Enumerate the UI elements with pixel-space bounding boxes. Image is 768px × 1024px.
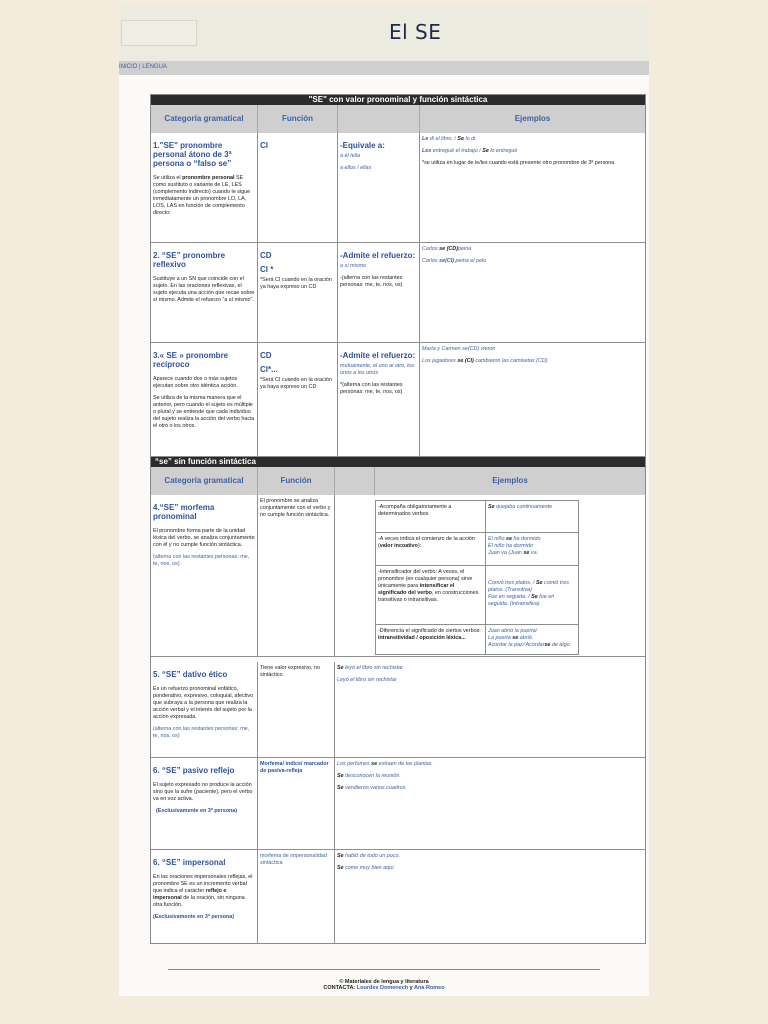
row2-example-1: Carlos se (CD)peina	[422, 246, 472, 252]
row6-funcion	[258, 758, 335, 850]
row5-example-2: Leyó el libro sin rechistar	[337, 677, 397, 683]
row1-refuerzo-2: a ellos / ellas	[340, 165, 372, 171]
row7-title: 6. “SE” impersonal	[153, 858, 226, 867]
row4-desc-note: (alterna con las restantes personas: me, te, nos, os)	[153, 554, 250, 567]
row7-desc: En las oraciones impersonales reflejas, el pronombre SE es un incremento verbal que indica el carácter reflejo e impersonal de la oración, sin ninguna otra función.	[153, 874, 253, 908]
row1-refuerzo-title: -Equivale a:	[340, 141, 385, 150]
row7-function: morfema de impersonalidad sintáctica	[260, 853, 327, 866]
row1-example-note: *se utiliza en lugar de le/les cuando está presente otro pronombre de 3ª persona	[422, 160, 615, 166]
row6-ejemplos	[335, 758, 645, 850]
row2-funcion	[258, 243, 338, 343]
row4-desc: El pronombre forma parte de la unidad léxica del verbo, se analiza conjuntamente con él y no cumple función sintáctica.	[153, 528, 255, 548]
row1-funcion	[258, 133, 338, 243]
row3-example-2: Los jugadores se (CI) cambiaron las camisetas (CD)	[422, 358, 548, 364]
row3-ejemplos	[420, 343, 645, 457]
row3-funcion	[258, 343, 338, 457]
row4-sub4-desc: -Diferencia el significado de ciertos verbos: intransitividad / oposición léxica...	[375, 624, 486, 655]
row1-example-2: Les entregué el trabajo / Se lo entregué	[422, 148, 518, 154]
row3-desc-1: Aparece cuando dos o más sujetos ejecutan sobre otro idéntica acción.	[153, 376, 238, 389]
col2-header-funcion: Función	[258, 467, 335, 495]
row4-sub1-example: Se quejaba continuamente	[485, 500, 579, 533]
col2-header-blank	[335, 467, 375, 495]
row6-example-1: Los perfumes se extraen de las plantas.	[337, 761, 433, 767]
row7-categoria	[151, 850, 258, 943]
row7-desc-note: (Exclusivamente en 3ª persona)	[153, 914, 235, 920]
row2-ejemplos	[420, 243, 645, 343]
row3-categoria	[151, 343, 258, 457]
row1-categoria	[151, 133, 258, 243]
row4-funcion	[258, 495, 335, 657]
row1-refuerzo	[338, 133, 420, 243]
row1-refuerzo-1: a él /ella	[340, 153, 361, 159]
row6-desc: El sujeto expresado no produce la acción sino que la sufre (paciente), pero el verbo va en voz activa.	[153, 782, 253, 802]
row4-sub2-desc: -A veces indica el comienzo de la acción (valor incoativo):	[375, 532, 486, 566]
row4-function: El pronombre se analiza conjuntamente con el verbo y no cumple función sintáctica.	[260, 498, 331, 518]
col2-header-categoria: Categoría gramatical	[151, 467, 258, 495]
row2-refuerzo-1: a sí mismo	[340, 263, 367, 269]
page-title: El SE	[389, 20, 442, 44]
logo[interactable]	[121, 20, 197, 46]
row3-function-note: *Será CI cuando en la oración ya haya expreso un CD	[260, 377, 332, 390]
row4-categoria	[151, 495, 258, 657]
row2-refuerzo-title: -Admite el refuerzo:	[340, 251, 416, 260]
row2-categoria	[151, 243, 258, 343]
se-table	[150, 94, 646, 944]
row3-function-ci: CI*...	[260, 365, 278, 374]
row4-sub3-example: Comió tres platos. / Se comió tres platos. (Transitiva) Fue en seguida. / Se fue en seguida. (Intransitiva)	[485, 565, 579, 625]
breadcrumb-separator: |	[137, 64, 143, 70]
row1-function: CI	[260, 141, 268, 150]
row3-refuerzo-2: *(alterna con las restantes personas: me, te, nos, os)	[340, 382, 403, 395]
row7-example-2: Se come muy bien aquí.	[337, 865, 396, 871]
row6-categoria	[151, 758, 258, 850]
row2-desc: Sustituye a un SN que coincide con el sujeto. En las oraciones reflexivas, el sujeto ejecuta una acción que recae sobre sí mismo. Admite el refuerzo "a sí mismo".	[153, 276, 255, 303]
row3-example-1: María y Carmen se(CD) vieron	[422, 346, 496, 352]
author-link-2[interactable]: Ana Romeo	[414, 985, 445, 991]
row7-example-1: Se habló de todo un poco.	[337, 853, 400, 859]
row7-funcion	[258, 850, 335, 943]
row1-desc-c: SE como sustituto o variante de LE, LES (complemento indirecto) cuando le sigue inmediatamente un pronombre LO, LA, LOS, LAS en función de complemento directo:	[153, 175, 251, 216]
col2-header-ejemplos: Ejemplos	[375, 467, 645, 495]
row2-function-ci: CI *	[260, 265, 274, 274]
row4-sub4-example: Juan abrió la puerta/ La puerta se abrió. Acordar la paz/ Acordarse de algo.	[485, 624, 579, 655]
row3-desc-2: Se utiliza de la misma manera que el anterior, pero cuando el sujeto es múltiple o plural y se entiende que cada individuo del sujeto realiza la acción del verbo hacia el otro o los otros.	[153, 395, 255, 429]
footer-contact: CONTACTA: Lourdes Domenech y Ana Romeo	[323, 985, 445, 991]
row5-function: Tiene valor expresivo, no sintáctico.	[260, 665, 321, 678]
page-header	[119, 6, 649, 61]
col-header-blank	[338, 105, 420, 133]
row3-function-cd: CD	[260, 351, 272, 360]
row5-categoria	[151, 662, 258, 758]
row1-desc-a: Se utiliza el	[153, 175, 183, 181]
row7-ejemplos	[335, 850, 645, 943]
row5-funcion	[258, 662, 335, 758]
breadcrumb-home[interactable]: INICIO	[119, 64, 138, 70]
col-header-funcion: Función	[258, 105, 338, 133]
footer-divider	[168, 969, 600, 970]
row2-title: 2. “SE” pronombre reflexivo	[153, 251, 226, 269]
row2-refuerzo	[338, 243, 420, 343]
row5-desc: Es un refuerzo pronominal enfático, ponderativo, expresivo, coloquial, afectivo que subraya a la persona que realiza la acción verbal y el interés del sujeto por la acción expresada.	[153, 686, 254, 720]
row1-ejemplos	[420, 133, 645, 243]
col-header-categoria: Categoría gramatical	[151, 105, 258, 133]
row5-ejemplos	[335, 662, 645, 758]
row3-refuerzo-1: mutuamente, el uno al otro, los unos a los otros	[340, 363, 415, 376]
row2-refuerzo-2: -(alterna con las restantes personas: me, te, nos, os)	[340, 275, 403, 288]
breadcrumb-lengua[interactable]: LENGUA	[142, 64, 167, 70]
author-link-1[interactable]: Lourdes Domenech	[356, 985, 409, 991]
row5-title: 5. “SE” dativo ético	[153, 670, 228, 679]
row4-sub3-desc: -Intensificador del verbo: A veces, el pronombre (en cualquier persona) sirve únicamente para intensificar el significado del verbo, en construcciones transitivas o intransitivas.	[375, 565, 486, 625]
row2-example-2: Carlos se(CI) peina el pelo	[422, 258, 487, 264]
row6-example-2: Se desconocen la reunión.	[337, 773, 401, 779]
row5-example-1: Se leyó el libro sin rechistar.	[337, 665, 405, 671]
row2-function-note: *Será CI cuando en la oración ya haya expreso un CD	[260, 277, 332, 290]
row6-desc-note: (Exclusivamente en 3ª persona)	[156, 808, 238, 814]
row1-example-1: Le di el libro. / Se lo di.	[422, 136, 477, 142]
footer-copyright: © Materiales de lengua y literatura	[339, 979, 429, 985]
section-header-pronominal: "SE" con valor pronominal y función sintáctica	[151, 95, 645, 105]
row6-example-3: Se vendieron varios cuadros.	[337, 785, 407, 791]
row4-sub2-example: El niño se ha dormido El niño ha dormido Juan va (Juan se va.	[485, 532, 579, 566]
row1-desc-b: pronombre personal	[182, 175, 235, 181]
section-header-sin-funcion: “se” sin función sintáctica	[151, 457, 645, 467]
row6-title: 6. “SE” pasivo reflejo	[153, 766, 235, 775]
row5-desc-note: (alterna con las restantes personas: me, te, nos, os)	[153, 726, 250, 739]
row4-sub1-desc: -Acompaña obligatoriamente a determinados verbos	[375, 500, 486, 533]
row3-refuerzo	[338, 343, 420, 457]
breadcrumb	[119, 61, 649, 75]
row2-function-cd: CD	[260, 251, 272, 260]
row3-title: 3.« SE » pronombre recíproco	[153, 351, 229, 369]
row4-title: 4.“SE” morfema pronominal	[153, 503, 215, 521]
col-header-ejemplos: Ejemplos	[420, 105, 645, 133]
row3-refuerzo-title: -Admite el refuerzo:	[340, 351, 416, 360]
row6-function: Morfema/ índice/ marcador de pasiva-refleja	[260, 761, 329, 774]
row1-title: 1."SE" pronombre personal átono de 3ª persona o “falso se”	[153, 141, 232, 168]
